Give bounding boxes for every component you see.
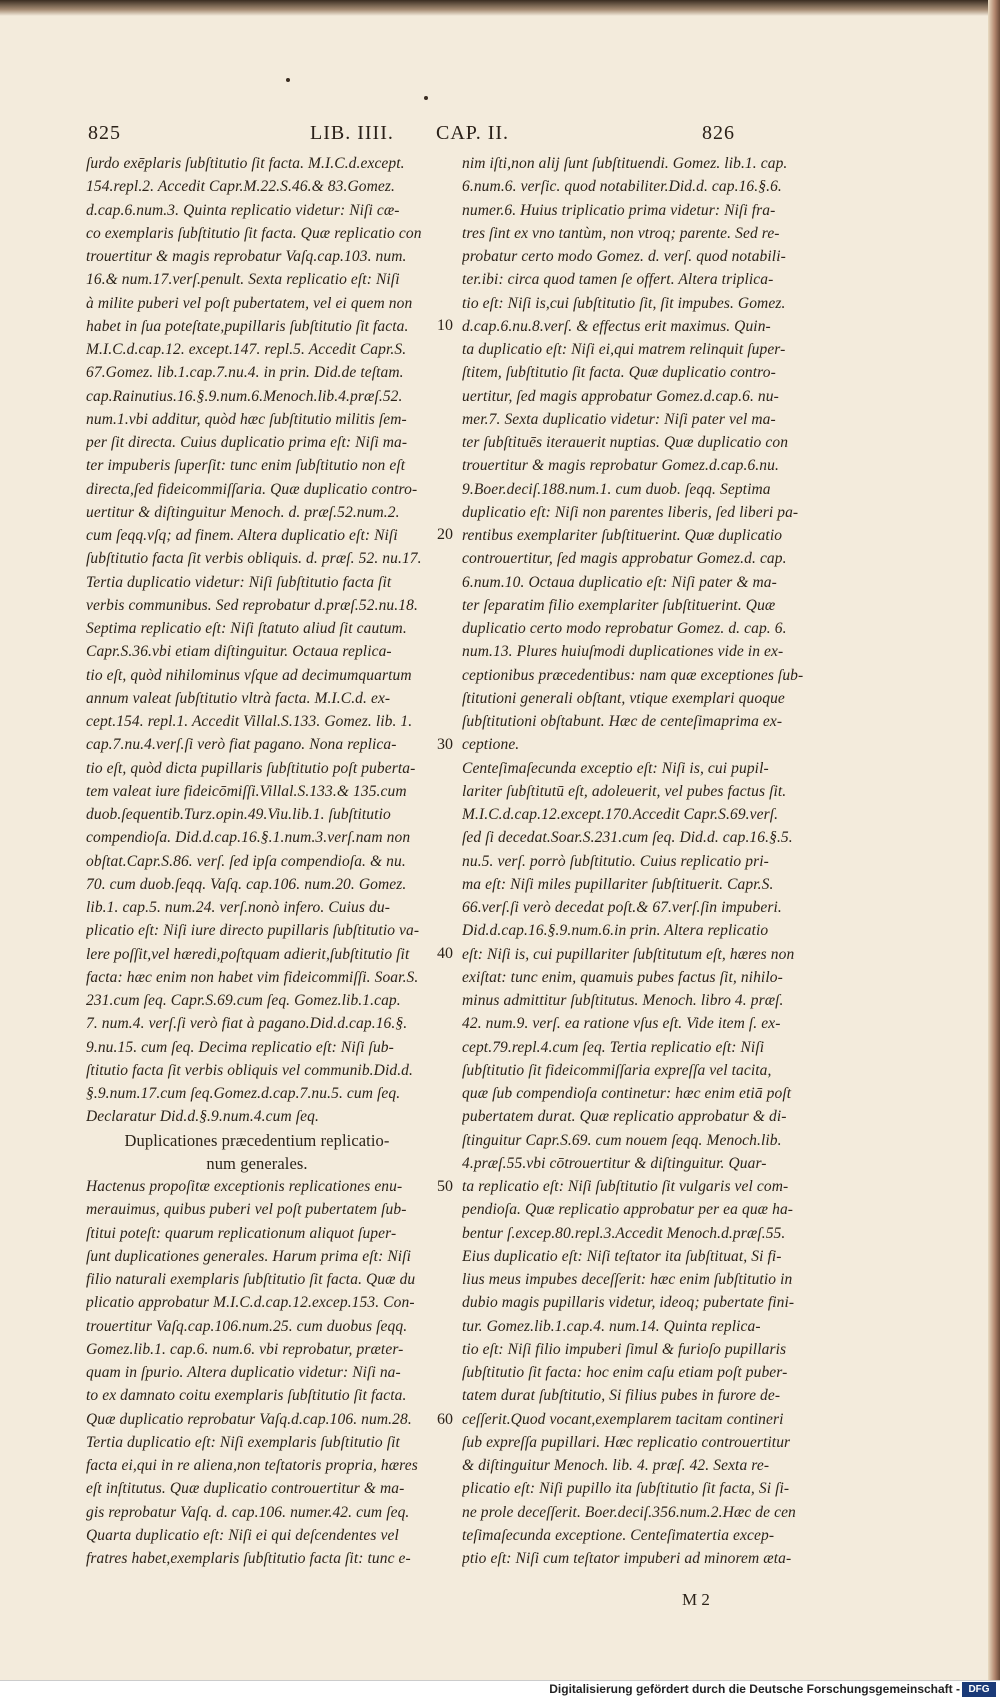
page-number-left: 825	[88, 122, 121, 144]
page-number-right: 826	[702, 122, 735, 144]
text-line: Quarta duplicatio eſt: Niſi ei qui deſcendentes vel	[86, 1526, 399, 1544]
line-number: 30	[437, 736, 453, 753]
text-line: compendioſa. Did.d.cap.16.§.1.num.3.verſ.nam non	[86, 829, 411, 847]
text-line: Gomez.lib.1. cap.6. num.6. vbi reprobatur, præter-	[86, 1340, 404, 1358]
text-line: numer.6. Huius triplicatio prima videtur: Niſi fra-	[462, 201, 776, 219]
text-line: plicatio eſt: Niſi iure directo pupillaris ſubſtitutio va-	[86, 922, 420, 940]
text-line: duob.ſequentib.Turz.opin.49.Viu.lib.1. ſubſtitutio	[86, 806, 391, 823]
text-line: nim iſti,non alij ſunt ſubſtituendi. Gomez. lib.1. cap.	[462, 155, 788, 172]
text-line: tio eſt, quòd dicta pupillaris ſubſtitutio poſt puberta-	[86, 759, 416, 777]
text-line: ſubſtitutio ſit facta: hoc enim caſu etiam poſt puber-	[462, 1364, 788, 1381]
text-line: bentur ſ.excep.80.repl.3.Accedit Menoch.d.præſ.55.	[462, 1224, 786, 1242]
text-line: 67.Gomez. lib.1.cap.7.nu.4. in prin. Did.de teſtam.	[86, 364, 404, 382]
text-line: à milite puberi vel poſt pubertatem, vel ei quem non	[86, 294, 413, 312]
line-number: 40	[437, 945, 453, 962]
text-line: quam in ſpurio. Altera duplicatio videtur: Niſi na-	[86, 1364, 401, 1381]
text-line: ter ſeparatim filio exemplariter ſubſtituerint. Quæ	[462, 596, 776, 614]
text-line: Did.d.cap.16.§.9.num.6.in prin. Altera replicatio	[462, 922, 769, 940]
line-number: 10	[437, 317, 453, 334]
text-line: uertitur & diſtinguitur Menoch. d. præſ.52.num.2.	[86, 503, 400, 521]
text-line: trouertitur Vaſq.cap.106.num.25. cum duobus ſeqq.	[86, 1317, 408, 1335]
text-line: filio naturali exemplaris ſubſtitutio ſit facta. Quæ du	[86, 1271, 416, 1288]
text-line: minus admittitur ſubſtitutus. Menoch. libro 4. præſ.	[462, 992, 784, 1009]
text-line: lius meus impubes deceſſerit: hæc enim ſubſtitutio in	[462, 1271, 793, 1288]
text-line: nu.5. verſ. porrò ſubſtitutio. Cuius replicatio pri-	[462, 852, 769, 870]
text-line: ne prole deceſſerit. Boer.deciſ.356.num.2.Hæc de cen	[462, 1503, 796, 1521]
ink-speck	[286, 78, 290, 82]
text-line: ma eſt: Niſi miles pupillariter ſubſtituerit. Capr.S.	[462, 875, 774, 893]
text-line: & diſtinguitur Menoch. lib. 4. præſ. 42. Sexta re-	[462, 1457, 770, 1474]
text-line: exiſtat: tunc enim, quamuis pubes factus ſit, nihilo-	[462, 968, 783, 986]
text-line: 9.nu.15. cum ſeq. Decima replicatio eſt: Niſi ſub-	[86, 1038, 394, 1056]
text-line: ceptionibus præcedentibus: nam quæ exceptiones ſub-	[462, 666, 804, 684]
book-spine-edge	[988, 0, 1000, 1698]
page-top-edge	[0, 0, 1000, 16]
text-line: per ſit directa. Cuius duplicatio prima eſt: Niſi ma-	[86, 434, 408, 451]
text-line: Capr.S.36.vbi etiam diſtinguitur. Octaua replica-	[86, 643, 392, 661]
text-line: probatur certo modo Gomez. d. verſ. quod notabili-	[462, 248, 786, 265]
text-line: Declaratur Did.d.§.9.num.4.cum ſeq.	[86, 1108, 319, 1126]
digitization-footer	[0, 1680, 1000, 1698]
text-line: tatem durat ſubſtitutio, Si filius pubes in furore de-	[462, 1387, 781, 1405]
text-line: eſt inſtitutus. Quæ duplicatio controuertitur & ma-	[86, 1480, 405, 1498]
text-line: cept.79.repl.4.cum ſeq. Tertia replicatio eſt: Niſi	[462, 1038, 765, 1056]
text-line: cap.Rainutius.16.§.9.num.6.Menoch.lib.4.præſ.52.	[86, 387, 403, 405]
text-line: dubio magis pupillaris videtur, ideoq; pubertate fini-	[462, 1294, 795, 1312]
left-text-column	[86, 152, 428, 1570]
text-line: num.1.vbi additur, quòd hæc ſubſtitutio militis ſem-	[86, 410, 407, 428]
text-line: tur. Gomez.lib.1.cap.4. num.14. Quinta replica-	[462, 1317, 761, 1335]
text-line: 154.repl.2. Accedit Capr.M.22.S.46.& 83.Gomez.	[86, 178, 395, 196]
text-line: duplicatio eſt: Niſi non parentes liberis, ſed liberi pa-	[462, 503, 799, 521]
text-line: annum valeat ſubſtitutio vltrà facta. M.I.C.d. ex-	[86, 689, 391, 707]
text-line: ter ſubſtituēs iterauerit nuptias. Quæ duplicatio con	[462, 434, 789, 451]
text-line: eſt: Niſi is, cui pupillariter ſubſtitutum eſt, hæres non	[462, 945, 795, 963]
text-line: fratres habet,exemplaris ſubſtitutio facta ſit: tunc e-	[86, 1550, 411, 1567]
text-line: ſubſtitutio facta ſit verbis obliquis. d. præſ. 52. nu.17.	[86, 550, 422, 568]
text-line: facta: hæc enim non habet vim fideicommiſſi. Soar.S.	[86, 968, 419, 986]
text-line: tio eſt: Niſi filio impuberi ſimul & furioſo pupillaris	[462, 1340, 787, 1358]
text-line: ſtitui poteſt: quarum replicationum aliquot ſuper-	[86, 1224, 397, 1242]
text-line: duplicatio certo modo reprobatur Gomez. d. cap. 6.	[462, 620, 787, 637]
text-line: tio eſt, quòd nihilominus vſque ad decimumquartum	[86, 666, 412, 684]
text-line: lariter ſubſtitutū eſt, adoleuerit, vel pubes factus ſit.	[462, 782, 787, 800]
text-line: obſtat.Capr.S.86. verſ. ſed ipſa compendioſa. & nu.	[86, 852, 406, 870]
text-line: ceptione.	[462, 736, 520, 754]
text-line: pendioſa. Quæ replicatio approbatur per ea quæ ha-	[462, 1201, 794, 1219]
text-line: ta duplicatio eſt: Niſi ei,qui matrem relinquit ſuper-	[462, 341, 786, 358]
text-line: 231.cum ſeq. Capr.S.69.cum ſeq. Gomez.lib.1.cap.	[86, 992, 401, 1009]
text-line: mer.7. Sexta duplicatio videtur: Niſi pater vel ma-	[462, 410, 776, 428]
text-line: 9.Boer.deciſ.188.num.1. cum duob. ſeqq. Septima	[462, 480, 771, 498]
text-line: co exemplaris ſubſtitutio ſit facta. Quæ replicatio con	[86, 224, 422, 242]
text-line: Quæ duplicatio reprobatur Vaſq.d.cap.106. num.28.	[86, 1410, 412, 1428]
text-line: teſimaſecunda exceptione. Centeſimatertia excep-	[462, 1526, 775, 1544]
text-line: gis reprobatur Vaſq. d. cap.106. numer.42. cum ſeq.	[86, 1503, 410, 1521]
text-line: uertitur, ſed magis approbatur Gomez.d.cap.6. nu-	[462, 387, 779, 405]
text-line: tres ſint ex vno tantùm, non vtroq; parente. Sed re-	[462, 224, 780, 242]
text-line: ſed ſi decedat.Soar.S.231.cum ſeq. Did.d. cap.16.§.5.	[462, 829, 793, 847]
text-line: 42. num.9. verſ. ea ratione vſus eſt. Vide item ſ. ex-	[462, 1015, 781, 1033]
text-line: d.cap.6.num.3. Quinta replicatio videtur: Niſi cæ-	[86, 201, 400, 219]
text-line: 6.num.10. Octaua duplicatio eſt: Niſi pater & ma-	[462, 573, 777, 591]
text-line: plicatio eſt: Niſi pupillo ita ſubſtitutio ſit facta, Si ſi-	[462, 1480, 790, 1498]
text-line: cept.154. repl.1. Accedit Villal.S.133. Gomez. lib. 1.	[86, 713, 413, 730]
footer-credit: Digitalisierung gefördert durch die Deutsche Forschungsgemeinschaft -	[549, 1682, 960, 1696]
text-line: lere poſſit,vel hæredi,poſtquam adierit,ſubſtitutio ſit	[86, 945, 410, 963]
text-line: facta ei,qui in re aliena,non teſtatoris propria, hæres	[86, 1457, 418, 1474]
text-line: ceſſerit.Quod vocant,exemplarem tacitam contineri	[462, 1410, 784, 1428]
text-line: quæ ſub compendioſa continetur: hæc enim etiā poſt	[462, 1085, 792, 1102]
text-line: ſtitutio facta ſit verbis obliquis vel communib.Did.d.	[86, 1061, 413, 1079]
text-line: Eius duplicatio eſt: Niſi teſtator ita ſubſtituat, Si fi-	[462, 1247, 782, 1265]
text-line: Tertia duplicatio eſt: Niſi exemplaris ſubſtitutio ſit	[86, 1433, 400, 1451]
text-line: num generales.	[206, 1153, 308, 1173]
text-line: 4.præſ.55.vbi cōtrouertitur & diſtinguitur. Quar-	[462, 1154, 767, 1172]
text-line: Hactenus propoſitæ exceptionis replicationes enu-	[86, 1178, 403, 1195]
text-line: d.cap.6.nu.8.verſ. & effectus erit maximus. Quin-	[462, 317, 771, 335]
text-line: tio eſt: Niſi is,cui ſubſtitutio ſit, ſit impubes. Gomez.	[462, 294, 786, 312]
line-number: 50	[437, 1178, 453, 1195]
text-line: Centeſimaſecunda exceptio eſt: Niſi is, cui pupil-	[462, 759, 769, 777]
text-line: M.I.C.d.cap.12.except.170.Accedit Capr.S.69.verſ.	[462, 806, 779, 823]
text-line: 70. cum duob.ſeqq. Vaſq. cap.106. num.20. Gomez.	[86, 875, 407, 893]
text-line: Duplicationes præcedentium replicatio-	[124, 1130, 390, 1150]
text-line: cum ſeqq.vſq; ad finem. Altera duplicatio eſt: Niſi	[86, 527, 398, 544]
text-line: ſunt duplicationes generales. Harum prima eſt: Niſi	[86, 1247, 411, 1265]
text-line: to ex damnato coitu exemplaris ſubſtitutio ſit facta.	[86, 1387, 407, 1405]
text-line: num.13. Plures huiuſmodi duplicationes vide in ex-	[462, 643, 784, 661]
text-line: §.9.num.17.cum ſeq.Gomez.d.cap.7.nu.5. cum ſeq.	[86, 1085, 401, 1102]
text-line: ſurdo exēplaris ſubſtitutio ſit facta. M.I.C.d.except.	[86, 155, 405, 172]
line-number: 60	[437, 1411, 453, 1428]
text-line: ſtitutioni generali obſtant, vtique exemplari quoque	[462, 689, 785, 707]
text-line: verbis communibus. Sed reprobatur d.præſ.52.nu.18.	[86, 596, 418, 614]
text-line: trouertitur & magis reprobatur Vaſq.cap.103. num.	[86, 248, 407, 265]
text-line: M.I.C.d.cap.12. except.147. repl.5. Accedit Capr.S.	[86, 341, 407, 358]
text-line: lib.1. cap.5. num.24. verſ.nonò infero. Cuius du-	[86, 899, 390, 916]
chapter-number: CAP. II.	[436, 122, 510, 144]
text-line: ter impuberis ſuperſit: tunc enim ſubſtitutio non eſt	[86, 457, 406, 475]
text-line: trouertitur & magis reprobatur Gomez.d.cap.6.nu.	[462, 457, 779, 475]
text-line: ſtinguitur Capr.S.69. cum nouem ſeqq. Menoch.lib.	[462, 1131, 782, 1149]
text-line: rentibus exemplariter ſubſtituerint. Quæ duplicatio	[462, 527, 783, 544]
text-line: controuertitur, ſed magis approbatur Gomez.d. cap.	[462, 550, 787, 568]
text-line: Septima replicatio eſt: Niſi ſtatuto aliud ſit cautum.	[86, 620, 407, 637]
text-line: pubertatem durat. Quæ replicatio approbatur & di-	[462, 1108, 787, 1126]
text-line: ſubſtitutio ſit fideicommiſſaria expreſſa vel tacita,	[462, 1061, 772, 1079]
text-line: plicatio approbatur M.I.C.d.cap.12.excep.153. Con-	[86, 1294, 415, 1312]
right-text-column	[462, 152, 804, 1570]
line-number: 20	[437, 526, 453, 543]
text-line: directa,ſed fideicommiſſaria. Quæ duplicatio contro-	[86, 480, 418, 498]
text-line: merauimus, quibus puberi vel poſt pubertatem ſub-	[86, 1201, 407, 1219]
text-line: ter.ibi: circa quod tamen ſe offert. Altera triplica-	[462, 271, 774, 289]
signature-mark: M 2	[682, 1590, 710, 1609]
text-line: 16.& num.17.verſ.penult. Sexta replicatio eſt: Niſi	[86, 271, 400, 289]
text-line: Tertia duplicatio videtur: Niſi ſubſtitutio facta ſit	[86, 573, 392, 591]
book-number: LIB. IIII.	[310, 122, 394, 144]
text-line: habet in ſua poteſtate,pupillaris ſubſtitutio ſit facta.	[86, 317, 409, 335]
text-line: tem valeat iure fideicōmiſſi.Villal.S.133.& 135.cum	[86, 782, 407, 800]
dfg-logo: DFG	[962, 1682, 996, 1697]
text-line: 7. num.4. verſ.ſi verò fiat à pagano.Did.d.cap.16.§.	[86, 1015, 408, 1033]
text-line: ſub expreſſa pupillari. Hæc replicatio controuertitur	[462, 1433, 791, 1451]
text-line: ptio eſt: Niſi cum teſtator impuberi ad minorem æta-	[462, 1550, 792, 1567]
running-header	[88, 122, 810, 148]
text-line: ta replicatio eſt: Niſi ſubſtitutio ſit vulgaris vel com-	[462, 1178, 789, 1195]
text-line: 6.num.6. verſic. quod notabiliter.Did.d. cap.16.§.6.	[462, 178, 782, 196]
text-line: 66.verſ.ſi verò decedat poſt.& 67.verſ.ſin impuberi.	[462, 899, 782, 916]
text-line: ſtitem, ſubſtitutio ſit facta. Quæ duplicatio contro-	[462, 364, 776, 382]
text-line: cap.7.nu.4.verſ.ſi verò fiat pagano. Nona replica-	[86, 736, 397, 754]
ink-speck	[424, 96, 428, 100]
text-line: ſubſtitutioni obſtabunt. Hæc de centeſimaprima ex-	[462, 713, 783, 730]
